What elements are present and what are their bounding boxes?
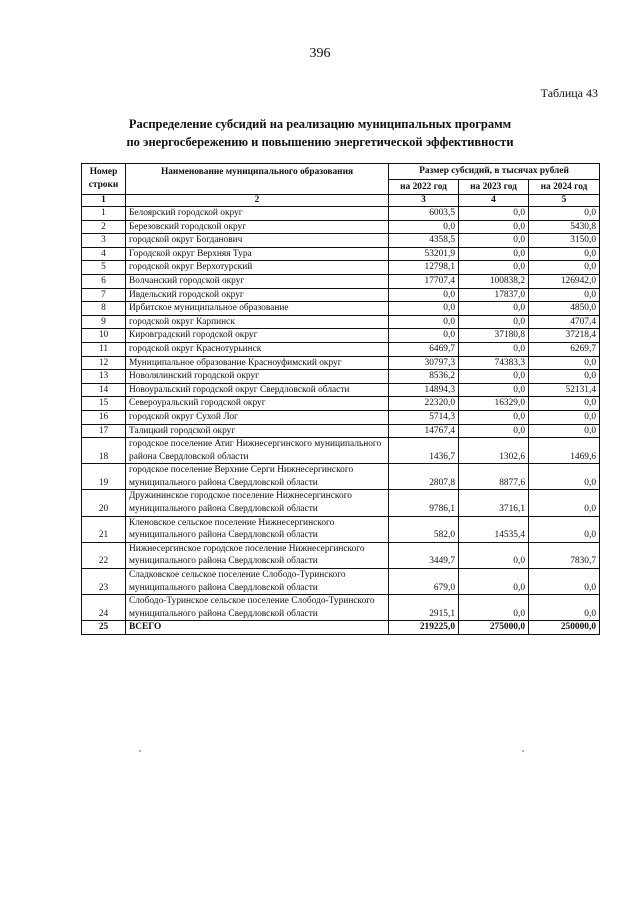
- municipality-name: городской округ Краснотурьинск: [126, 342, 389, 356]
- table-row: [82, 220, 600, 234]
- subsidy-2023: 0,0: [459, 383, 529, 397]
- subsidy-2022: 14894,3: [389, 383, 459, 397]
- municipality-name: Городской округ Верхняя Тура: [126, 247, 389, 261]
- total-2024: 250000,0: [529, 621, 600, 635]
- subsidy-2022: 2915,1: [389, 595, 459, 621]
- row-number: 13: [82, 370, 126, 384]
- municipality-name: Ирбитское муниципальное образование: [126, 302, 389, 316]
- subsidy-2023: 8877,6: [459, 464, 529, 490]
- row-number: 8: [82, 302, 126, 316]
- subsidy-2024: 0,0: [529, 569, 600, 595]
- total-2022: 219225,0: [389, 621, 459, 635]
- table-label: Таблица 43: [540, 86, 598, 100]
- title-line-2: по энергосбережению и повышению энергетической эффективности: [126, 135, 514, 149]
- table-row: [82, 595, 600, 621]
- subsidy-2023: 17837,0: [459, 288, 529, 302]
- subsidy-2023: 0,0: [459, 261, 529, 275]
- municipality-name: Волчанский городской округ: [126, 274, 389, 288]
- municipality-name: городское поселение Атиг Нижнесергинского муниципального района Свердловской области: [126, 438, 389, 464]
- subsidy-2023: 100838,2: [459, 274, 529, 288]
- header-municipality-name: Наименование муниципального образования: [126, 164, 389, 195]
- subsidy-2023: 0,0: [459, 342, 529, 356]
- total-row-number: 25: [82, 621, 126, 635]
- subsidy-2024: 0,0: [529, 464, 600, 490]
- subsidy-2022: 14767,4: [389, 424, 459, 438]
- subsidy-2023: 1302,6: [459, 438, 529, 464]
- subsidy-2023: 0,0: [459, 410, 529, 424]
- subsidy-2024: 4707,4: [529, 315, 600, 329]
- scan-speck: [522, 750, 524, 752]
- subsidy-2022: 30797,3: [389, 356, 459, 370]
- header-row-number: Номер строки: [82, 164, 126, 195]
- total-row: [82, 621, 600, 635]
- subsidy-2022: 22320,0: [389, 397, 459, 411]
- header-year-2023: на 2023 год: [459, 180, 529, 195]
- row-number: 19: [82, 464, 126, 490]
- table-row: [82, 516, 600, 542]
- subsidy-2023: 0,0: [459, 542, 529, 568]
- subsidy-2024: 7830,7: [529, 542, 600, 568]
- header-subsidy-amount: Размер субсидий, в тысячах рублей: [389, 164, 600, 180]
- subsidy-2022: 2807,8: [389, 464, 459, 490]
- row-number: 2: [82, 220, 126, 234]
- row-number: 18: [82, 438, 126, 464]
- municipality-name: Дружининское городское поселение Нижнесергинского муниципального района Свердловской области: [126, 490, 389, 516]
- subsidy-2024: 5430,8: [529, 220, 600, 234]
- column-index: 3: [389, 195, 459, 207]
- subsidy-2024: 4850,0: [529, 302, 600, 316]
- municipality-name: Новолялинский городской округ: [126, 370, 389, 384]
- municipality-name: городской округ Верхотурский: [126, 261, 389, 275]
- subsidy-2022: 12798,1: [389, 261, 459, 275]
- table-row: [82, 274, 600, 288]
- table-row: [82, 247, 600, 261]
- subsidy-2023: 0,0: [459, 315, 529, 329]
- subsidy-2024: 0,0: [529, 410, 600, 424]
- table-row: [82, 464, 600, 490]
- subsidy-2024: 0,0: [529, 370, 600, 384]
- row-number: 1: [82, 207, 126, 221]
- row-number: 9: [82, 315, 126, 329]
- municipality-name: городской округ Карпинск: [126, 315, 389, 329]
- row-number: 3: [82, 234, 126, 248]
- row-number: 11: [82, 342, 126, 356]
- municipality-name: Нижнесергинское городское поселение Нижнесергинского муниципального района Свердловской области: [126, 542, 389, 568]
- row-number: 17: [82, 424, 126, 438]
- municipality-name: Талицкий городской округ: [126, 424, 389, 438]
- subsidy-2024: 1469,6: [529, 438, 600, 464]
- subsidy-2023: 3716,1: [459, 490, 529, 516]
- header-year-2024: на 2024 год: [529, 180, 600, 195]
- subsidy-2023: 0,0: [459, 424, 529, 438]
- subsidy-2024: 0,0: [529, 261, 600, 275]
- subsidy-2024: 0,0: [529, 356, 600, 370]
- row-number: 7: [82, 288, 126, 302]
- subsidy-2024: 37218,4: [529, 329, 600, 343]
- header-year-2022: на 2022 год: [389, 180, 459, 195]
- subsidy-2023: 37180,8: [459, 329, 529, 343]
- municipality-name: Березовский городской округ: [126, 220, 389, 234]
- subsidy-2024: 0,0: [529, 490, 600, 516]
- subsidy-2022: 3449,7: [389, 542, 459, 568]
- subsidy-2022: 5714,3: [389, 410, 459, 424]
- subsidy-2022: 8536,2: [389, 370, 459, 384]
- subsidy-2024: 0,0: [529, 595, 600, 621]
- subsidy-2022: 17707,4: [389, 274, 459, 288]
- subsidy-2023: 0,0: [459, 302, 529, 316]
- row-number: 12: [82, 356, 126, 370]
- subsidy-2022: 0,0: [389, 288, 459, 302]
- row-number: 20: [82, 490, 126, 516]
- subsidy-2023: 0,0: [459, 595, 529, 621]
- subsidy-2023: 0,0: [459, 247, 529, 261]
- subsidy-2023: 0,0: [459, 207, 529, 221]
- municipality-name: Ивдельский городской округ: [126, 288, 389, 302]
- subsidy-2022: 0,0: [389, 302, 459, 316]
- table-row: [82, 490, 600, 516]
- municipality-name: Слободо-Туринское сельское поселение Слободо-Туринского муниципального района Свердловской области: [126, 595, 389, 621]
- table-row: [82, 288, 600, 302]
- table-row: [82, 234, 600, 248]
- municipality-name: городской округ Сухой Лог: [126, 410, 389, 424]
- subsidy-2022: 582,0: [389, 516, 459, 542]
- row-number: 21: [82, 516, 126, 542]
- subsidy-2022: 1436,7: [389, 438, 459, 464]
- municipality-name: Сладковское сельское поселение Слободо-Туринского муниципального района Свердловской области: [126, 569, 389, 595]
- table-row: [82, 383, 600, 397]
- subsidy-2024: 126942,0: [529, 274, 600, 288]
- row-number: 4: [82, 247, 126, 261]
- subsidy-2024: 0,0: [529, 288, 600, 302]
- subsidy-2023: 0,0: [459, 220, 529, 234]
- column-index: 4: [459, 195, 529, 207]
- subsidy-2024: 0,0: [529, 247, 600, 261]
- subsidy-2023: 14535,4: [459, 516, 529, 542]
- subsidy-table: [81, 163, 600, 635]
- subsidy-2023: 0,0: [459, 234, 529, 248]
- table-row: [82, 542, 600, 568]
- municipality-name: городской округ Богданович: [126, 234, 389, 248]
- table-row: [82, 356, 600, 370]
- table-row: [82, 424, 600, 438]
- page-number: 396: [309, 46, 331, 61]
- column-index: 1: [82, 195, 126, 207]
- subsidy-2023: 0,0: [459, 370, 529, 384]
- subsidy-2023: 16329,0: [459, 397, 529, 411]
- municipality-name: Муниципальное образование Красноуфимский округ: [126, 356, 389, 370]
- column-index: 5: [529, 195, 600, 207]
- title-line-1: Распределение субсидий на реализацию муниципальных программ: [128, 117, 512, 131]
- subsidy-2023: 0,0: [459, 569, 529, 595]
- table-row: [82, 438, 600, 464]
- total-2023: 275000,0: [459, 621, 529, 635]
- subsidy-2022: 53201,9: [389, 247, 459, 261]
- subsidy-2022: 0,0: [389, 220, 459, 234]
- row-number: 5: [82, 261, 126, 275]
- row-number: 23: [82, 569, 126, 595]
- subsidy-2022: 679,0: [389, 569, 459, 595]
- total-label: ВСЕГО: [126, 621, 389, 635]
- subsidy-2024: 3150,0: [529, 234, 600, 248]
- column-index: 2: [126, 195, 389, 207]
- table-row: [82, 569, 600, 595]
- subsidy-2024: 0,0: [529, 397, 600, 411]
- row-number: 10: [82, 329, 126, 343]
- row-number: 22: [82, 542, 126, 568]
- table-row: [82, 410, 600, 424]
- subsidy-2024: 52131,4: [529, 383, 600, 397]
- table-row: [82, 370, 600, 384]
- table-row: [82, 261, 600, 275]
- subsidy-2022: 9786,1: [389, 490, 459, 516]
- municipality-name: Белоярский городской округ: [126, 207, 389, 221]
- municipality-name: Новоуральский городской округ Свердловской области: [126, 383, 389, 397]
- table-row: [82, 329, 600, 343]
- row-number: 6: [82, 274, 126, 288]
- table-row: [82, 207, 600, 221]
- row-number: 16: [82, 410, 126, 424]
- subsidy-2024: 6269,7: [529, 342, 600, 356]
- subsidy-2022: 6003,5: [389, 207, 459, 221]
- table-row: [82, 342, 600, 356]
- municipality-name: Кировградский городской округ: [126, 329, 389, 343]
- row-number: 24: [82, 595, 126, 621]
- row-number: 14: [82, 383, 126, 397]
- subsidy-2022: 0,0: [389, 329, 459, 343]
- subsidy-2024: 0,0: [529, 516, 600, 542]
- municipality-name: Североуральский городской округ: [126, 397, 389, 411]
- table-row: [82, 302, 600, 316]
- municipality-name: Кленовское сельское поселение Нижнесергинского муниципального района Свердловской области: [126, 516, 389, 542]
- subsidy-2022: 6469,7: [389, 342, 459, 356]
- table-row: [82, 397, 600, 411]
- municipality-name: городское поселение Верхние Серги Нижнесергинского муниципального района Свердловской области: [126, 464, 389, 490]
- document-title: [0, 115, 640, 151]
- subsidy-2024: 0,0: [529, 424, 600, 438]
- subsidy-2022: 4358,5: [389, 234, 459, 248]
- subsidy-2022: 0,0: [389, 315, 459, 329]
- row-number: 15: [82, 397, 126, 411]
- table-row: [82, 315, 600, 329]
- subsidy-2023: 74383,3: [459, 356, 529, 370]
- scan-speck: [139, 750, 141, 752]
- subsidy-2024: 0,0: [529, 207, 600, 221]
- column-index-row: [82, 195, 600, 207]
